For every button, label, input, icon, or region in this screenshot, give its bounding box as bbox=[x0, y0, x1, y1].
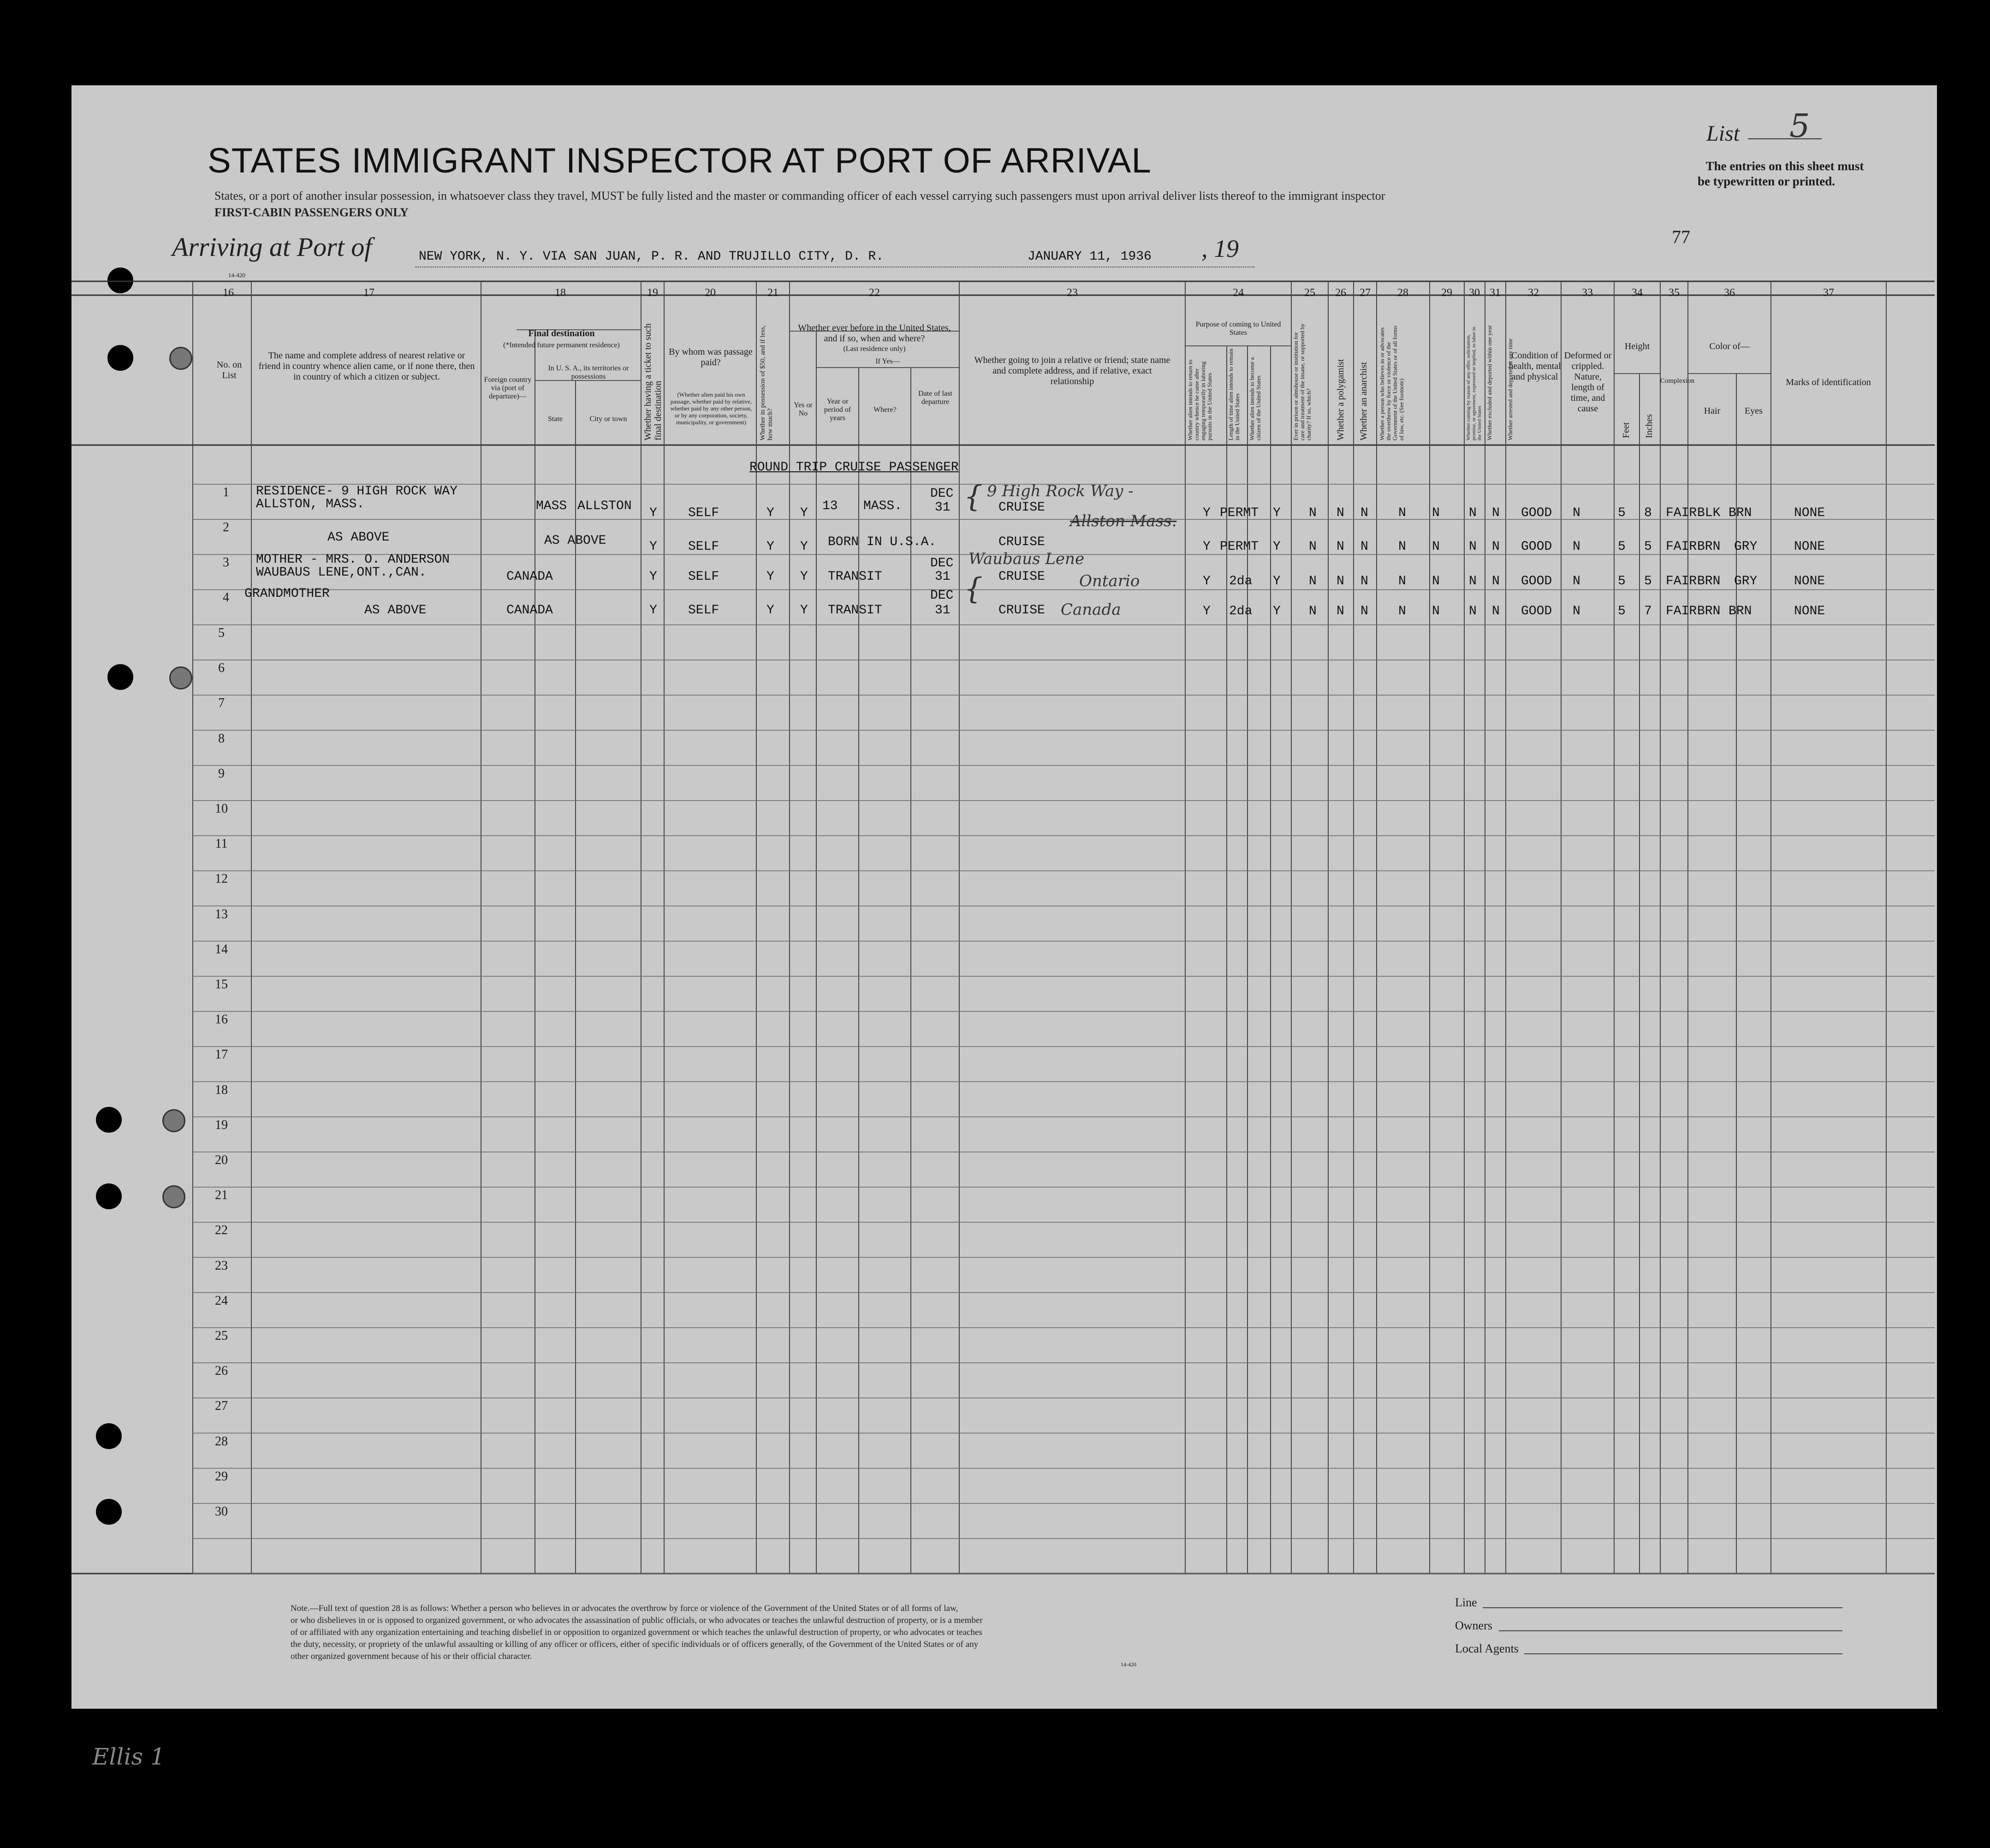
answer-29: N bbox=[1432, 540, 1440, 554]
departure-month: DEC bbox=[930, 487, 954, 501]
header-height: Height bbox=[1624, 341, 1650, 351]
header-in-usa: In U. S. A., its territories or possessions bbox=[548, 364, 629, 380]
identification-marks: NONE bbox=[1794, 540, 1825, 554]
ever-in-us: Y bbox=[800, 570, 808, 584]
passenger-class: FIRST-CABIN PASSENGERS ONLY bbox=[214, 206, 409, 219]
height-inches: 5 bbox=[1644, 540, 1652, 554]
handwritten-brace: { bbox=[964, 572, 983, 606]
answer-28: N bbox=[1398, 574, 1406, 588]
row-number: 29 bbox=[215, 1469, 228, 1484]
row-number: 7 bbox=[218, 696, 225, 711]
footnote bbox=[291, 1603, 1190, 1663]
footnote-line: of or affiliated with any organization entertaining and teaching disbelief in or opposition to organized government or which teaches the unlawful destruction of property, or who advocates or teaches bbox=[291, 1628, 982, 1637]
fifty-dollars: Y bbox=[766, 570, 774, 584]
answer-27: N bbox=[1360, 540, 1368, 554]
form-code: 14-420 bbox=[1121, 1661, 1136, 1668]
header-prison: Ever in prison or almshouse or institution for care and treatment of the insane, or supported by charity? If so, which? bbox=[1292, 323, 1312, 440]
deformed: N bbox=[1573, 506, 1580, 520]
col-number: 31 bbox=[1490, 287, 1501, 299]
hair-color: BRN bbox=[1697, 574, 1721, 588]
ever-in-us: Y bbox=[800, 506, 808, 520]
row-number: 20 bbox=[215, 1153, 228, 1167]
row-number: 10 bbox=[215, 802, 228, 816]
header-passage-paid-note: (Whether alien paid his own passage, whether paid by relative, whether paid by any other person, or by any corporation, society, municipality, or government) bbox=[670, 391, 752, 426]
fifty-dollars: Y bbox=[766, 540, 774, 554]
health: GOOD bbox=[1521, 604, 1552, 618]
answer-31: N bbox=[1492, 604, 1500, 618]
state: AS ABOVE bbox=[544, 534, 606, 548]
col-number: 28 bbox=[1397, 287, 1408, 299]
ticket: Y bbox=[649, 540, 657, 554]
arriving-port: NEW YORK, N. Y. VIA SAN JUAN, P. R. AND TRUJILLO CITY, D. R. bbox=[419, 250, 884, 264]
fifty-dollars: Y bbox=[766, 506, 774, 520]
health: GOOD bbox=[1521, 506, 1552, 520]
answer-29: N bbox=[1432, 604, 1440, 618]
header-purpose-citizen: Whether alien intends to become a citizen of the United States bbox=[1248, 357, 1262, 440]
answer-26: N bbox=[1337, 574, 1344, 588]
answer-26: N bbox=[1337, 540, 1344, 554]
col-number: 30 bbox=[1469, 287, 1480, 299]
header-marks: Marks of identification bbox=[1786, 377, 1871, 387]
row-number: 27 bbox=[215, 1399, 228, 1414]
row-number: 16 bbox=[215, 1012, 228, 1027]
header-if-yes: If Yes— bbox=[875, 357, 900, 365]
fifty-dollars: Y bbox=[766, 603, 774, 618]
owners-rule bbox=[1499, 1630, 1842, 1631]
agents-label: Local Agents bbox=[1455, 1642, 1519, 1655]
answer-28: N bbox=[1398, 604, 1406, 618]
header-date-departure: Date of last departure bbox=[918, 390, 952, 406]
paid-by: SELF bbox=[688, 570, 719, 584]
header-anarchist: Whether an anarchist bbox=[1359, 362, 1369, 440]
ticket: Y bbox=[649, 603, 657, 618]
join-relative: CRUISE bbox=[998, 535, 1045, 549]
line-label: Line bbox=[1455, 1596, 1477, 1609]
deformed: N bbox=[1573, 540, 1580, 554]
row-number: 19 bbox=[215, 1117, 228, 1132]
row-number: 28 bbox=[215, 1434, 228, 1449]
row-number: 22 bbox=[215, 1223, 228, 1238]
departure-day: 31 bbox=[935, 570, 950, 584]
answer-27: N bbox=[1360, 604, 1368, 618]
identification-marks: NONE bbox=[1794, 506, 1825, 520]
eye-color: BRN bbox=[1729, 506, 1752, 520]
row-number: 9 bbox=[218, 766, 225, 781]
header-eyes: Eyes bbox=[1745, 406, 1763, 416]
agents-rule bbox=[1524, 1653, 1842, 1654]
header-state: State bbox=[548, 415, 563, 423]
year: TRANSIT bbox=[828, 603, 882, 618]
col-number: 33 bbox=[1582, 287, 1593, 299]
answer-30: N bbox=[1469, 604, 1477, 618]
join-relative: CRUISE bbox=[998, 603, 1045, 618]
answer-27: N bbox=[1360, 574, 1368, 588]
relative-address: AS ABOVE bbox=[327, 530, 390, 545]
eye-color: GRY bbox=[1734, 574, 1758, 588]
height-feet: 5 bbox=[1618, 540, 1626, 554]
hair-color: BLK bbox=[1697, 506, 1721, 520]
identification-marks: NONE bbox=[1794, 574, 1825, 588]
row-number: 26 bbox=[215, 1364, 228, 1379]
complexion: FAIR bbox=[1666, 604, 1697, 618]
arriving-date: JANUARY 11, 1936 bbox=[1028, 250, 1152, 264]
handwritten-address: Canada bbox=[1061, 600, 1121, 619]
height-inches: 7 bbox=[1644, 604, 1652, 618]
answer-25: N bbox=[1309, 604, 1317, 618]
relative-address: WAUBAUS LENE,ONT.,CAN. bbox=[256, 565, 427, 580]
col-number: 25 bbox=[1304, 287, 1315, 299]
ticket: Y bbox=[649, 570, 657, 584]
col-number: 24 bbox=[1233, 287, 1244, 299]
header-polygamist: Whether a polygamist bbox=[1336, 359, 1346, 440]
answer-25: N bbox=[1309, 540, 1317, 554]
col-number: 16 bbox=[223, 287, 234, 299]
health: GOOD bbox=[1521, 540, 1552, 554]
header-where: Where? bbox=[873, 406, 897, 414]
row-number: 4 bbox=[223, 590, 229, 605]
row-number: 30 bbox=[215, 1504, 228, 1519]
row-number: 6 bbox=[218, 661, 225, 676]
row-number: 17 bbox=[215, 1047, 228, 1062]
form-title: STATES IMMIGRANT INSPECTOR AT PORT OF ARRIVAL bbox=[208, 141, 1152, 180]
footnote-line: other organized government because of his or their official character. bbox=[291, 1652, 532, 1661]
answer-29: N bbox=[1432, 574, 1440, 588]
ever-in-us: Y bbox=[800, 540, 808, 554]
line-rule bbox=[1483, 1607, 1842, 1608]
purpose-return: Y bbox=[1203, 574, 1211, 588]
margin-mark: Ellis 1 bbox=[92, 1743, 165, 1770]
join-relative: CRUISE bbox=[998, 500, 1045, 515]
height-feet: 5 bbox=[1618, 506, 1626, 520]
born-in-usa: BORN IN U.S.A. bbox=[828, 535, 937, 549]
handwritten-address: Allston Mass. bbox=[1070, 512, 1177, 530]
header-join-relative: Whether going to join a relative or friend; state name and complete address, and if relative, exact relationship bbox=[974, 355, 1170, 386]
deformed: N bbox=[1573, 604, 1580, 618]
row-number: 1 bbox=[223, 485, 229, 499]
foreign-country: CANADA bbox=[506, 603, 553, 618]
departure-day: 31 bbox=[935, 500, 950, 515]
eye-color: GRY bbox=[1734, 540, 1758, 554]
header-labor-offer: Whether coming by reason of any offer, solicitation, promise, or agreement, expressed or implied, to labor in the United States bbox=[1466, 327, 1482, 440]
row-number: 5 bbox=[218, 626, 225, 640]
height-inches: 5 bbox=[1644, 574, 1652, 588]
row-number: 3 bbox=[223, 555, 229, 570]
col-number: 19 bbox=[647, 287, 658, 299]
header-color: Color of— bbox=[1709, 341, 1750, 351]
handwritten-address: Ontario bbox=[1079, 572, 1140, 590]
header-purpose: Purpose of coming to United States bbox=[1195, 321, 1281, 337]
row-number: 11 bbox=[215, 837, 228, 851]
footnote-line: or who disbelieves in or is opposed to organized government, or who advocates the assassination of public officials, or who advocates or teaches the unlawful destruction of property, or is a member bbox=[291, 1616, 983, 1625]
header-passage-paid: By whom was passage paid? bbox=[669, 347, 753, 368]
city: ALLSTON bbox=[577, 499, 632, 513]
answer-30: N bbox=[1469, 574, 1477, 588]
header-ever-before-in-us: Whether ever before in the United States, and if so, when and where? bbox=[798, 323, 951, 344]
header-city: City or town bbox=[589, 415, 627, 423]
header-no-on-list: No. on List bbox=[216, 360, 242, 380]
header-fifty-dollars: Whether in possession of $50, and if less, how much? bbox=[759, 325, 774, 440]
purpose-length: PERMT bbox=[1220, 506, 1259, 520]
answer-31: N bbox=[1492, 574, 1500, 588]
relative-address: AS ABOVE bbox=[364, 603, 427, 618]
row-number: 25 bbox=[215, 1329, 228, 1343]
purpose-length: 2da bbox=[1229, 574, 1253, 588]
header-yes-no: Yes or No bbox=[794, 401, 813, 417]
row-number: 12 bbox=[215, 872, 228, 886]
col-number: 27 bbox=[1360, 287, 1371, 299]
purpose-citizen: Y bbox=[1273, 604, 1281, 618]
col-number: 34 bbox=[1632, 287, 1643, 299]
form-subtitle: States, or a port of another insular possession, in whatsoever class they travel, MUST be fully listed and the master or commanding officer of each vessel carrying such passengers must upon arrival deliver lists thereof to the immigrant inspector bbox=[214, 189, 1385, 202]
header-final-destination-note: (*Intended future permanent residence) bbox=[503, 341, 620, 349]
answer-26: N bbox=[1337, 604, 1344, 618]
list-number: 5 bbox=[1789, 107, 1810, 145]
header-purpose-return: Whether alien intends to return to country whence he came after engaging temporarily in laboring pursuits in the United States bbox=[1187, 359, 1213, 440]
hair-color: BRN bbox=[1697, 540, 1721, 554]
col-number: 23 bbox=[1067, 287, 1078, 299]
round-trip-banner: ROUND TRIP CRUISE PASSENGER bbox=[749, 460, 959, 475]
purpose-return: Y bbox=[1203, 506, 1211, 520]
hair-color: BRN bbox=[1697, 604, 1721, 618]
purpose-length: 2da bbox=[1229, 604, 1253, 618]
answer-28: N bbox=[1398, 540, 1406, 554]
answer-30: N bbox=[1469, 540, 1477, 554]
answer-31: N bbox=[1492, 540, 1500, 554]
header-final-destination: Final destination bbox=[528, 328, 595, 339]
row-number: 18 bbox=[215, 1082, 228, 1097]
where: MASS. bbox=[863, 499, 903, 513]
answer-31: N bbox=[1492, 506, 1500, 520]
header-deformed: Deformed or crippled. Nature, length of time, and cause bbox=[1564, 351, 1612, 414]
ticket: Y bbox=[649, 506, 657, 520]
page-number: 77 bbox=[1672, 226, 1690, 247]
year: 13 bbox=[822, 499, 838, 513]
relative-address: ALLSTON, MASS. bbox=[256, 497, 365, 511]
year: TRANSIT bbox=[828, 570, 882, 584]
purpose-return: Y bbox=[1203, 540, 1211, 554]
join-relative: CRUISE bbox=[998, 570, 1045, 584]
col-number: 26 bbox=[1335, 287, 1346, 299]
relative-address: MOTHER - MRS. O. ANDERSON bbox=[256, 553, 450, 567]
year-suffix: , 19 bbox=[1201, 235, 1239, 262]
complexion: FAIR bbox=[1666, 540, 1697, 554]
typewritten-note-1: The entries on this sheet must bbox=[1705, 159, 1864, 173]
row-number: 23 bbox=[215, 1258, 228, 1273]
typewritten-note-2: be typewritten or printed. bbox=[1698, 174, 1835, 188]
row-number: 24 bbox=[215, 1293, 228, 1308]
header-excluded: Whether excluded and deported within one year bbox=[1486, 325, 1493, 440]
col-number: 35 bbox=[1669, 287, 1680, 299]
col-number: 18 bbox=[555, 287, 566, 299]
header-last-residence: (Last residence only) bbox=[843, 345, 906, 353]
header-relative-address: The name and complete address of nearest relative or friend in country whence alien came, or if none there, then in country of which a citizen or subject. bbox=[258, 351, 475, 382]
col-number: 21 bbox=[767, 287, 778, 299]
identification-marks: NONE bbox=[1794, 604, 1825, 618]
header-ticket: Whether having a ticket to such final destination bbox=[643, 323, 663, 440]
col-number: 17 bbox=[363, 287, 374, 299]
answer-27: N bbox=[1360, 506, 1368, 520]
paid-by: SELF bbox=[688, 506, 719, 520]
row-number: 14 bbox=[215, 942, 228, 957]
health: GOOD bbox=[1521, 574, 1552, 588]
row-number: 21 bbox=[215, 1188, 228, 1203]
header-health: Condition of health, mental and physical bbox=[1509, 351, 1561, 382]
col-number: 22 bbox=[869, 287, 880, 299]
header-overthrow: Whether a person who believes in or advocates the overthrow by force or violence of the Government of the United States or of all forms of law, etc. (See footnote) bbox=[1378, 325, 1405, 440]
list-label: List bbox=[1706, 121, 1740, 146]
row-number: 15 bbox=[215, 977, 228, 992]
answer-29: N bbox=[1432, 506, 1440, 520]
col-number: 36 bbox=[1724, 287, 1735, 299]
handwritten-address: 9 High Rock Way - bbox=[987, 482, 1134, 500]
header-purpose-length: Length of time alien intends to remain in the United States bbox=[1227, 348, 1241, 440]
header-arrested: Whether arrested and deported at any time bbox=[1507, 339, 1514, 440]
answer-25: N bbox=[1309, 506, 1317, 520]
height-feet: 5 bbox=[1618, 604, 1626, 618]
handwritten-brace: { bbox=[964, 480, 983, 514]
col-number: 37 bbox=[1823, 287, 1834, 299]
handwritten-address: Waubaus Lene bbox=[968, 550, 1085, 568]
relative-address: GRANDMOTHER bbox=[244, 587, 330, 601]
header-inches: Inches bbox=[1644, 414, 1654, 438]
col-number: 29 bbox=[1441, 287, 1452, 299]
purpose-citizen: Y bbox=[1273, 540, 1281, 554]
height-feet: 5 bbox=[1618, 574, 1626, 588]
paid-by: SELF bbox=[688, 603, 719, 618]
row-number: 13 bbox=[215, 907, 228, 921]
col-number: 32 bbox=[1528, 287, 1539, 299]
answer-30: N bbox=[1469, 506, 1477, 520]
departure-day: 31 bbox=[935, 603, 950, 618]
purpose-citizen: Y bbox=[1273, 506, 1281, 520]
height-inches: 8 bbox=[1644, 506, 1652, 520]
answer-26: N bbox=[1337, 506, 1344, 520]
departure-month: DEC bbox=[930, 556, 954, 570]
complexion: FAIR bbox=[1666, 506, 1697, 520]
purpose-return: Y bbox=[1203, 604, 1211, 618]
header-hair: Hair bbox=[1704, 406, 1721, 416]
relative-address: RESIDENCE- 9 HIGH ROCK WAY bbox=[256, 484, 457, 499]
header-complexion: Complexion bbox=[1660, 377, 1695, 385]
header-foreign-country: Foreign country via (port of departure)— bbox=[484, 376, 532, 400]
header-feet: Feet bbox=[1621, 422, 1631, 438]
row-number: 8 bbox=[218, 731, 225, 746]
ever-in-us: Y bbox=[800, 603, 808, 618]
answer-28: N bbox=[1398, 506, 1406, 520]
row-number: 2 bbox=[223, 520, 229, 535]
eye-color: BRN bbox=[1729, 604, 1752, 618]
form-code: 14-420 bbox=[228, 272, 245, 279]
foreign-country: CANADA bbox=[506, 570, 553, 584]
state: MASS bbox=[536, 499, 567, 513]
header-year: Year or period of years bbox=[824, 398, 851, 422]
paid-by: SELF bbox=[688, 540, 719, 554]
arriving-label: Arriving at Port of bbox=[172, 232, 372, 262]
answer-25: N bbox=[1309, 574, 1317, 588]
footnote-line: Note.—Full text of question 28 is as follows: Whether a person who believes in or advocates the overthrow by force or violence of the Government of the United States or of all forms of law, bbox=[291, 1604, 958, 1613]
purpose-citizen: Y bbox=[1273, 574, 1281, 588]
owners-label: Owners bbox=[1455, 1619, 1492, 1632]
complexion: FAIR bbox=[1666, 574, 1697, 588]
footnote-line: the duty, necessity, or propriety of the unlawful assaulting or killing of any officer or officers, either of specific individuals or of officers generally, of the Government of the United States or of any bbox=[291, 1640, 979, 1649]
col-number: 20 bbox=[705, 287, 716, 299]
purpose-length: PERMT bbox=[1220, 540, 1259, 554]
deformed: N bbox=[1573, 574, 1580, 588]
departure-month: DEC bbox=[930, 588, 954, 603]
